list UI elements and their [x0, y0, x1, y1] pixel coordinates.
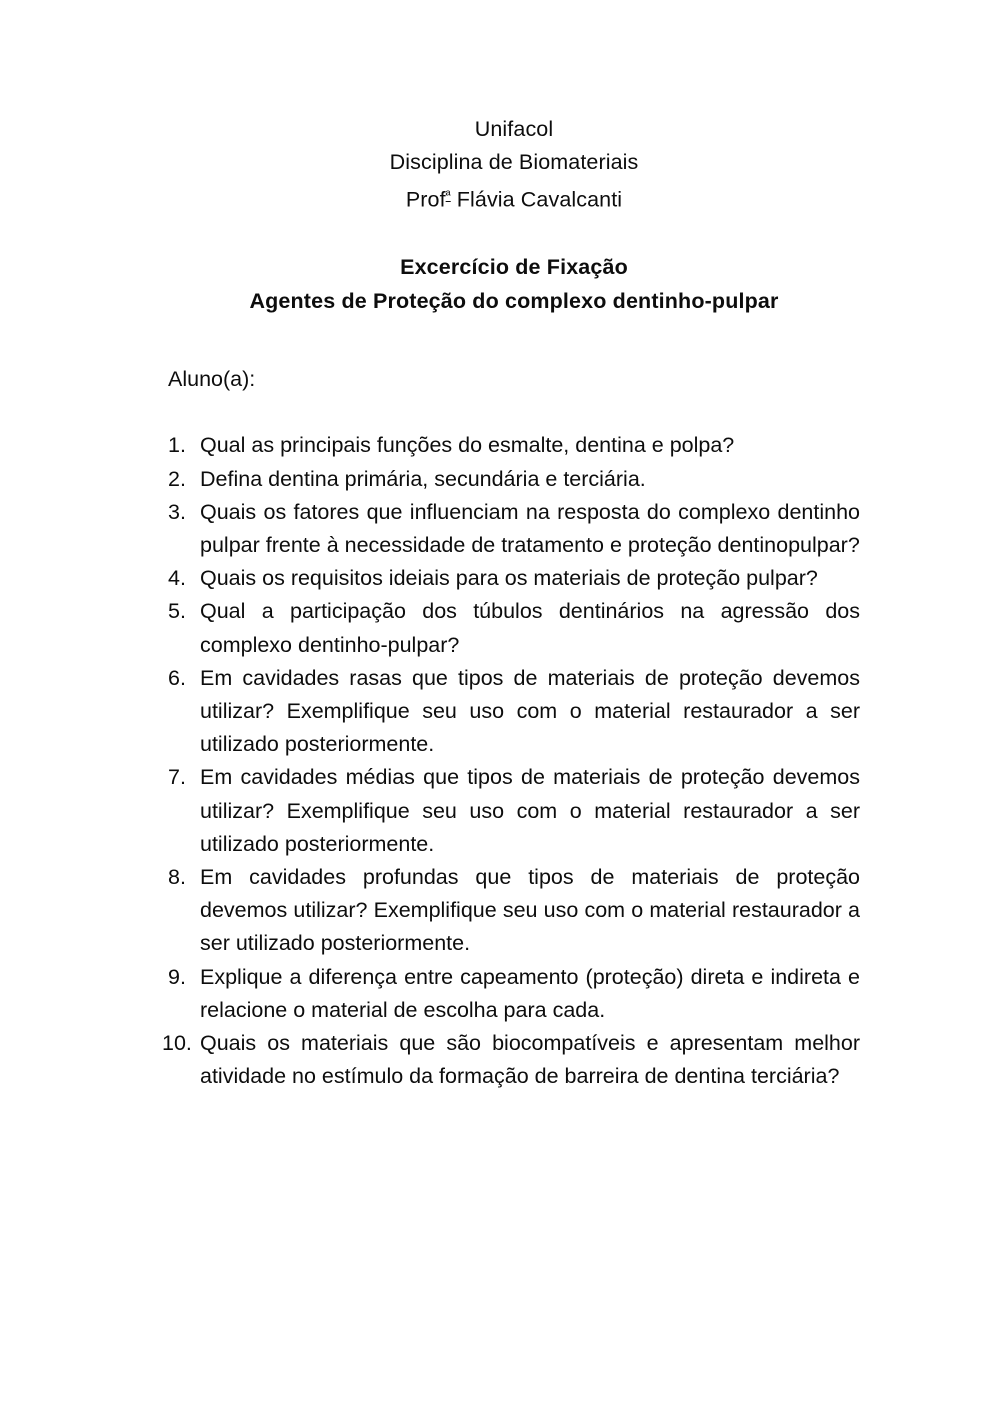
question-number-2: 2. [168, 466, 186, 491]
question-item-9 [168, 961, 860, 1027]
document-content [162, 0, 860, 1093]
exercise-title: Excercício de Fixação [400, 255, 628, 280]
question-text-6: Em cavidades rasas que tipos de materiais de proteção devemos utilizar? Exemplifique seu uso com o material restaurador a ser utilizado posteriormente. [200, 665, 860, 757]
question-number-6: 6. [168, 665, 186, 690]
question-number-8: 8. [168, 865, 186, 890]
professor-prefix: Prof [405, 187, 446, 212]
exercise-subtitle: Agentes de Proteção do complexo dentinho-pulpar [249, 289, 779, 314]
question-text-3: Quais os fatores que influenciam na resposta do complexo dentinho pulpar frente à necessidade de tratamento e proteção dentinopulpar? [200, 499, 860, 557]
student-name-label: Aluno(a): [168, 367, 256, 392]
question-text-5: Qual a participação dos túbulos dentinários na agressão dos complexo dentinho-pulpar? [200, 599, 860, 657]
question-text-10: Quais os materiais que são biocompatíveis e apresentam melhor atividade no estímulo da formação de barreira de dentina terciária? [200, 1031, 860, 1089]
question-number-9: 9. [168, 964, 186, 989]
question-text-4: Quais os requisitos ideiais para os materiais de proteção pulpar? [200, 566, 818, 591]
question-number-4: 4. [168, 566, 186, 591]
professor-name [168, 179, 860, 216]
exercise-title-block [168, 250, 860, 318]
question-item-5 [168, 595, 860, 661]
question-item-8 [168, 861, 860, 961]
question-text-1: Qual as principais funções do esmalte, dentina e polpa? [200, 433, 735, 458]
question-text-8: Em cavidades profundas que tipos de materiais de proteção devemos utilizar? Exemplifique seu uso com o material restaurador a ser utilizado posteriormente. [200, 865, 860, 956]
document-header [168, 113, 860, 216]
question-text-9: Explique a diferença entre capeamento (proteção) direta e indireta e relacione o material de escolha para cada. [200, 964, 860, 1022]
question-number-10: 10. [162, 1031, 192, 1056]
questions-list [162, 429, 860, 1093]
question-item-10 [162, 1027, 860, 1093]
question-number-3: 3. [168, 499, 186, 524]
question-item-3 [168, 496, 860, 562]
course-name: Disciplina de Biomateriais [389, 150, 639, 174]
question-item-6 [168, 662, 860, 762]
question-item-1 [168, 429, 860, 462]
question-number-5: 5. [168, 599, 186, 624]
question-text-7: Em cavidades médias que tipos de materiais de proteção devemos utilizar? Exemplifique seu uso com o material restaurador a ser utilizado posteriormente. [200, 765, 860, 856]
question-text-2: Defina dentina primária, secundária e terciária. [200, 466, 646, 491]
question-number-7: 7. [168, 765, 186, 790]
question-item-2 [168, 463, 860, 496]
question-item-4 [168, 562, 860, 595]
question-item-7 [168, 761, 860, 861]
question-number-1: 1. [168, 433, 186, 458]
institution-name: Unifacol [474, 117, 554, 141]
professor-full-name: Flávia Cavalcanti [450, 187, 623, 212]
feminine-ordinal-icon: ª [445, 188, 451, 203]
